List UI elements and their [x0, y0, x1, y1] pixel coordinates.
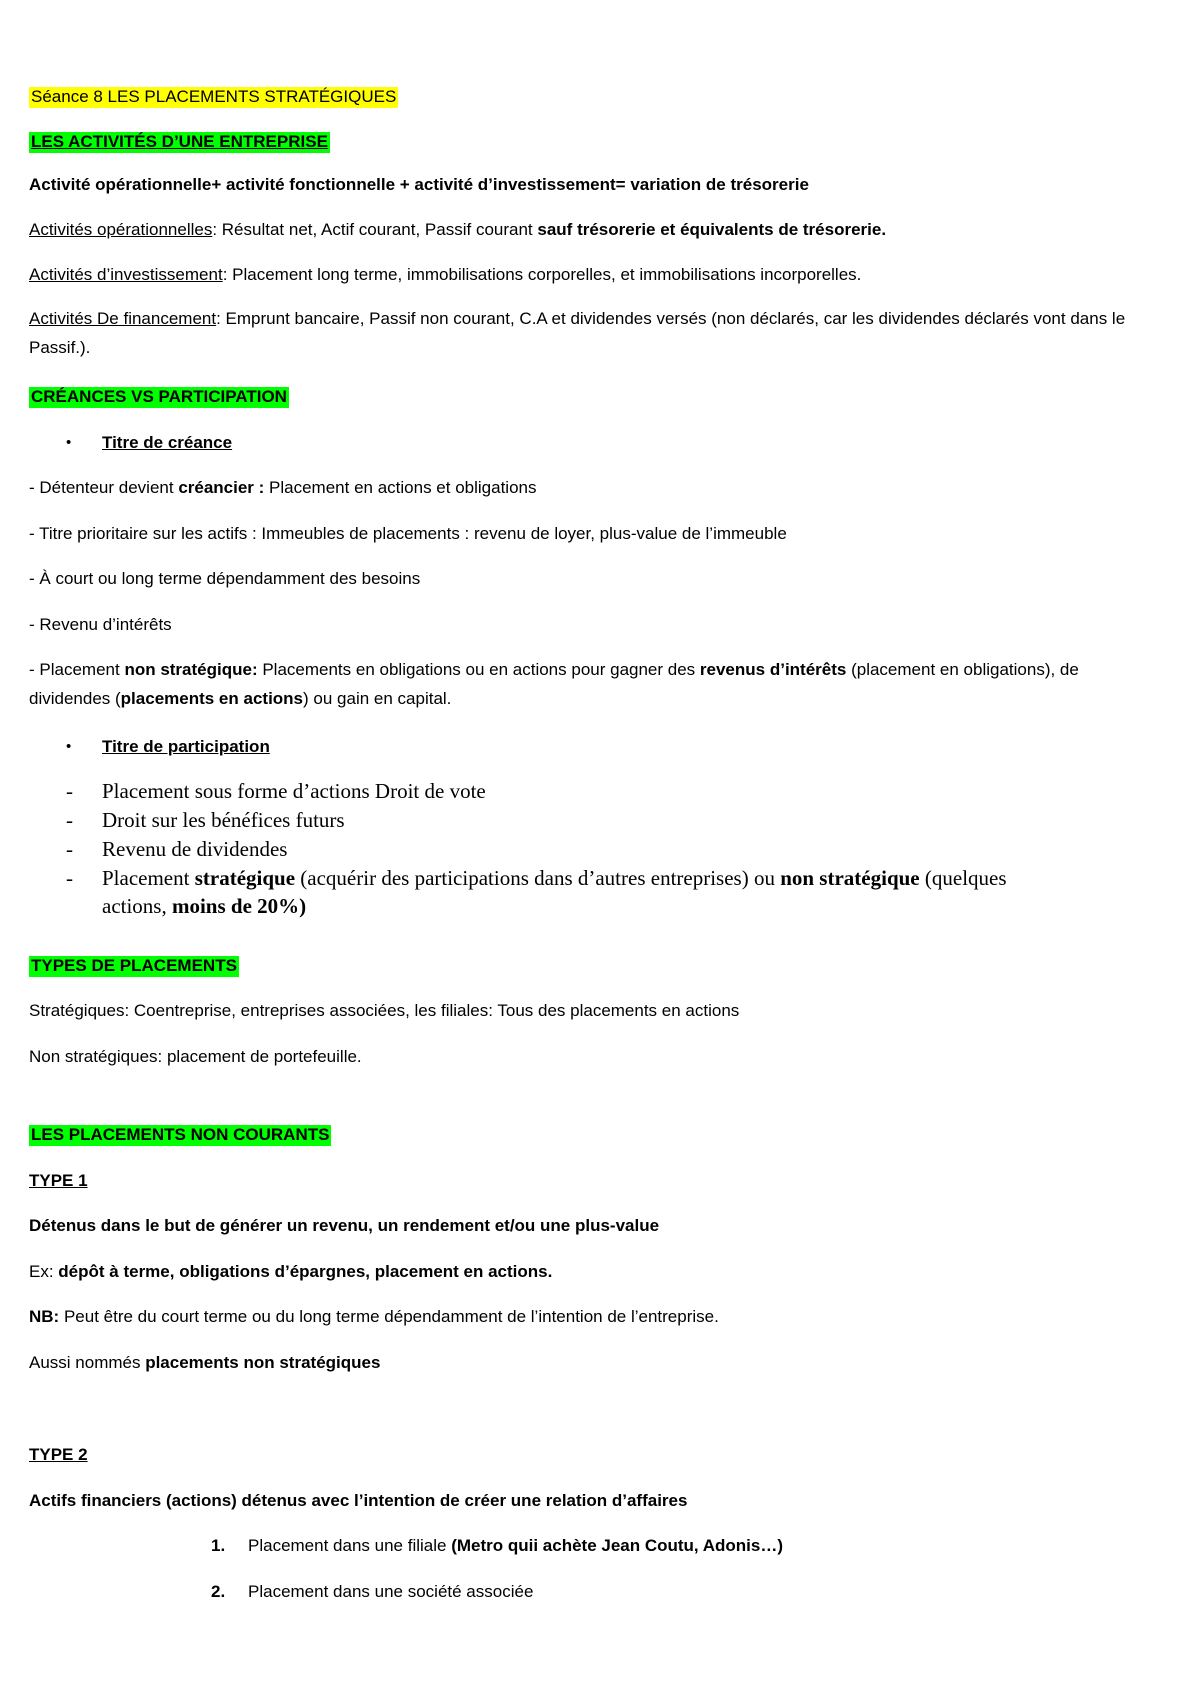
bullet-icon: • — [66, 738, 72, 755]
page-title: Séance 8 LES PLACEMENTS STRATÉGIQUES — [31, 87, 397, 106]
creance-item-3: - À court ou long terme dépendamment des besoins — [29, 569, 421, 588]
type-2-label: TYPE 2 — [29, 1445, 88, 1464]
creance-item-2: - Titre prioritaire sur les actifs : Immeubles de placements : revenu de loyer, plus-value de l’immeuble — [29, 524, 787, 543]
section-heading-creances: CRÉANCES VS PARTICIPATION — [31, 387, 287, 406]
participation-item-4-continued: actions, moins de 20%) — [102, 894, 307, 918]
creance-item-5: - Placement non stratégique: Placements en obligations ou en actions pour gagner des revenus d’intérêts (placement en obligations), de dividendes (placements en actions) ou gain en capital. — [29, 660, 1079, 708]
dash-marker: - — [66, 837, 73, 861]
type-1-description: Détenus dans le but de générer un revenu, un rendement et/ou une plus-value — [29, 1216, 660, 1235]
creance-item-1: - Détenteur devient créancier : Placement en actions et obligations — [29, 478, 537, 497]
type-1-aussi: Aussi nommés placements non stratégiques — [29, 1353, 381, 1372]
bullet-icon: • — [66, 434, 72, 451]
creance-item-4: - Revenu d’intérêts — [29, 615, 172, 634]
type-1-label: TYPE 1 — [29, 1171, 88, 1190]
dash-marker: - — [66, 808, 73, 832]
activites-operationnelles: Activités opérationnelles: Résultat net, Actif courant, Passif courant sauf trésorerie et équivalents de trésorerie. — [29, 220, 887, 239]
type-1-note: NB: Peut être du court terme ou du long terme dépendamment de l’intention de l’entreprise. — [29, 1307, 719, 1326]
section-heading-types: TYPES DE PLACEMENTS — [31, 956, 237, 975]
section-heading-activites: LES ACTIVITÉS D’UNE ENTREPRISE — [31, 132, 328, 151]
activites-investissement: Activités d’investissement: Placement long terme, immobilisations corporelles, et immobilisations incorporelles. — [29, 265, 862, 284]
dash-marker: - — [66, 866, 73, 890]
type-1-example: Ex: dépôt à terme, obligations d’épargnes, placement en actions. — [29, 1262, 553, 1281]
dash-marker: - — [66, 779, 73, 803]
formula-line: Activité opérationnelle+ activité fonctionnelle + activité d’investissement= variation de trésorerie — [29, 175, 809, 194]
types-non-strategiques: Non stratégiques: placement de portefeuille. — [29, 1047, 362, 1066]
section-heading-non-courants: LES PLACEMENTS NON COURANTS — [31, 1125, 330, 1144]
types-strategiques: Stratégiques: Coentreprise, entreprises associées, les filiales: Tous des placements en actions — [29, 1001, 740, 1020]
document-page: Séance 8 LES PLACEMENTS STRATÉGIQUES LES ACTIVITÉS D’UNE ENTREPRISE Activité opérationnelle+ activité fonctionnelle + activité d’investissement= variation de trésorerie Activités opérationnelles: Résultat net, Actif courant, Passif courant sauf trésorerie et équivalents de trésorerie. Activités d’investissement: Placement long terme, immobilisations corporelles, et immobilisations incorporelles. Activités De financement: Emprunt bancaire, Passif non courant, C.A et dividendes versés (non déclarés, car les dividendes déclarés vont dans le Passif.). CRÉANCES VS PARTICIPATION • Titre de créance - Détenteur devient créancier : Placement en actions et obligations - Titre prioritaire sur les actifs : Immeubles de placements : revenu de loyer, plus-value de l’immeuble - À court ou long terme dépendamment des besoins - Revenu d’intérêts - Placement non stratégique: Placements en obligations ou en actions pour gagner des revenus d’intérêts (placement en obligations), de dividendes (placements en actions) ou gain en capital. • Titre de participation - Placement sous forme d’actions Droit de vote - Droit sur les bénéfices futurs - Revenu de dividendes - Placement stratégique (acquérir des participations dans d’autres entreprises) ou non stratégique (quelques actions, moins de 20%) TYPES DE PLACEMENTS Stratégiques: Coentreprise, entreprises associées, les filiales: Tous des placements en actions Non stratégiques: placement de portefeuille. LES PLACEMENTS NON COURANTS TYPE 1 Détenus dans le but de générer un revenu, un rendement et/ou une plus-value Ex: dépôt à terme, obligations d’épargnes, placement en actions. NB: Peut être du court terme ou du long terme dépendamment de l’intention de l’entreprise. Aussi nommés placements non stratégiques TYPE 2 Actifs financiers (actions) détenus avec l’intention de créer une relation d’affaires 1. Placement dans une filiale (Metro quii achète Jean Coutu, Adonis…) 2. Placement dans une société associée — [0, 0, 1200, 1698]
activites-financement: Activités De financement: Emprunt bancaire, Passif non courant, C.A et dividendes versés (non déclarés, car les dividendes déclarés vont dans le Passif.). — [29, 309, 1126, 357]
type-2-description: Actifs financiers (actions) détenus avec l’intention de créer une relation d’affaires — [29, 1491, 688, 1510]
